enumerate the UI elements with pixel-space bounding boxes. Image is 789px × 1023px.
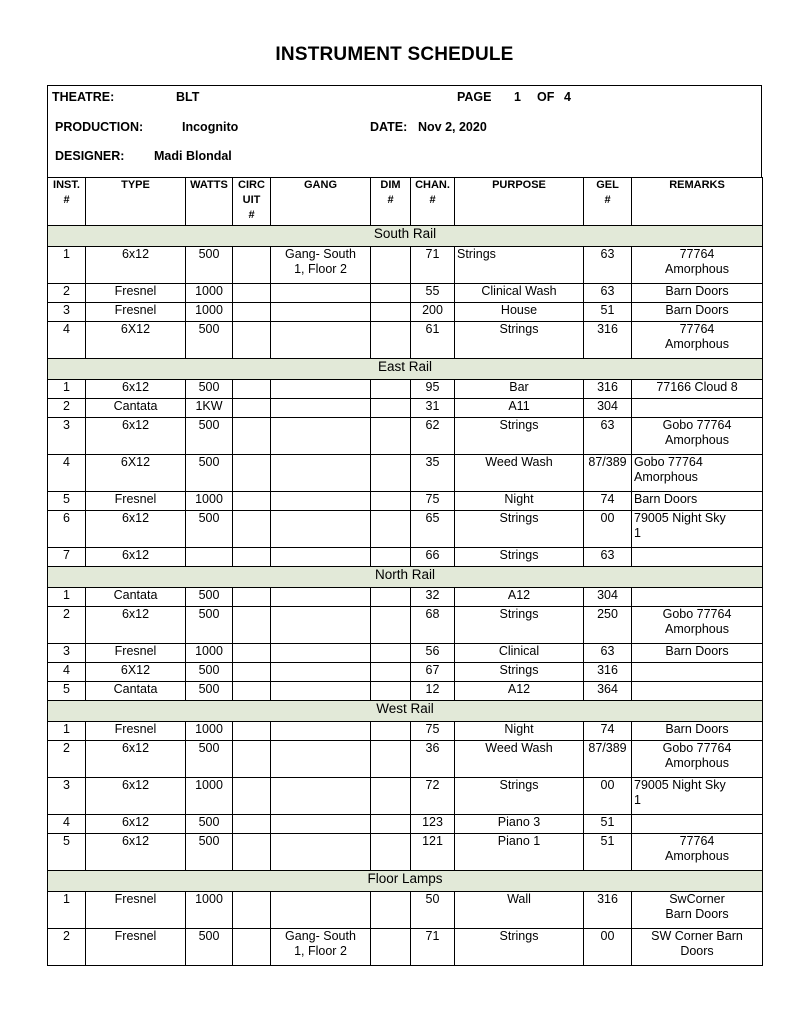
cell-circuit xyxy=(233,418,271,455)
cell-purpose: House xyxy=(455,303,584,322)
cell-remarks: Barn Doors xyxy=(632,644,763,663)
cell-remarks: Barn Doors xyxy=(632,284,763,303)
cell-channel: 71 xyxy=(411,929,455,966)
cell-circuit xyxy=(233,399,271,418)
date-value: Nov 2, 2020 xyxy=(418,120,487,134)
cell-type: Fresnel xyxy=(86,929,186,966)
cell-watts: 500 xyxy=(186,380,233,399)
cell-type: 6x12 xyxy=(86,247,186,284)
cell-circuit xyxy=(233,929,271,966)
table-row xyxy=(48,548,763,567)
cell-inst-number: 1 xyxy=(48,380,86,399)
cell-type: 6x12 xyxy=(86,815,186,834)
table-row xyxy=(48,511,763,548)
cell-gang xyxy=(271,284,371,303)
table-row xyxy=(48,492,763,511)
cell-type: Fresnel xyxy=(86,722,186,741)
cell-gel: 74 xyxy=(584,492,632,511)
cell-channel: 12 xyxy=(411,682,455,701)
header-info-block xyxy=(47,85,762,177)
cell-circuit xyxy=(233,644,271,663)
table-body xyxy=(48,226,763,966)
table-row xyxy=(48,722,763,741)
cell-gel: 63 xyxy=(584,644,632,663)
cell-inst-number: 5 xyxy=(48,682,86,701)
theatre-value: BLT xyxy=(176,90,200,104)
cell-gang xyxy=(271,548,371,567)
table-row xyxy=(48,741,763,778)
cell-purpose: Strings xyxy=(455,607,584,644)
cell-remarks xyxy=(632,663,763,682)
cell-inst-number: 1 xyxy=(48,247,86,284)
section-title: Floor Lamps xyxy=(48,871,763,892)
header-row-production xyxy=(48,120,761,149)
cell-circuit xyxy=(233,455,271,492)
cell-remarks: 77764 Amorphous xyxy=(632,247,763,284)
cell-circuit xyxy=(233,682,271,701)
cell-remarks: Gobo 77764 Amorphous xyxy=(632,418,763,455)
table-row xyxy=(48,399,763,418)
table-row xyxy=(48,778,763,815)
cell-channel: 36 xyxy=(411,741,455,778)
cell-dim xyxy=(371,303,411,322)
section-title: West Rail xyxy=(48,701,763,722)
cell-inst-number: 2 xyxy=(48,607,86,644)
section-title: North Rail xyxy=(48,567,763,588)
page-number: 1 xyxy=(514,90,521,104)
cell-circuit xyxy=(233,588,271,607)
cell-watts: 500 xyxy=(186,588,233,607)
cell-dim xyxy=(371,834,411,871)
cell-gel: 63 xyxy=(584,247,632,284)
cell-inst-number: 3 xyxy=(48,644,86,663)
cell-channel: 67 xyxy=(411,663,455,682)
cell-purpose: Strings xyxy=(455,929,584,966)
cell-dim xyxy=(371,247,411,284)
cell-dim xyxy=(371,663,411,682)
cell-circuit xyxy=(233,247,271,284)
column-header-circ: CIRC UIT # xyxy=(233,178,271,226)
cell-gang xyxy=(271,511,371,548)
cell-purpose: Piano 3 xyxy=(455,815,584,834)
cell-gang xyxy=(271,492,371,511)
cell-watts: 1000 xyxy=(186,303,233,322)
cell-gel: 00 xyxy=(584,929,632,966)
cell-channel: 31 xyxy=(411,399,455,418)
cell-dim xyxy=(371,548,411,567)
column-header-purpose: PURPOSE xyxy=(455,178,584,226)
cell-remarks: Gobo 77764 Amorphous xyxy=(632,455,763,492)
cell-purpose: Strings xyxy=(455,511,584,548)
cell-channel: 75 xyxy=(411,722,455,741)
cell-remarks xyxy=(632,815,763,834)
table-row xyxy=(48,607,763,644)
table-row xyxy=(48,644,763,663)
cell-dim xyxy=(371,722,411,741)
cell-type: Fresnel xyxy=(86,492,186,511)
cell-circuit xyxy=(233,380,271,399)
cell-dim xyxy=(371,929,411,966)
cell-gel: 304 xyxy=(584,399,632,418)
cell-dim xyxy=(371,492,411,511)
cell-inst-number: 4 xyxy=(48,663,86,682)
cell-gang xyxy=(271,399,371,418)
cell-gel: 87/389 xyxy=(584,741,632,778)
section-header-row xyxy=(48,701,763,722)
cell-gel: 316 xyxy=(584,663,632,682)
table-row xyxy=(48,418,763,455)
cell-inst-number: 7 xyxy=(48,548,86,567)
cell-purpose: Night xyxy=(455,722,584,741)
cell-watts: 1000 xyxy=(186,284,233,303)
cell-watts: 1000 xyxy=(186,892,233,929)
cell-circuit xyxy=(233,284,271,303)
cell-watts: 500 xyxy=(186,455,233,492)
cell-channel: 121 xyxy=(411,834,455,871)
cell-purpose: Bar xyxy=(455,380,584,399)
designer-label: DESIGNER: xyxy=(55,149,125,163)
cell-type: 6X12 xyxy=(86,663,186,682)
cell-circuit xyxy=(233,892,271,929)
cell-remarks: Barn Doors xyxy=(632,303,763,322)
cell-gang xyxy=(271,815,371,834)
column-header-gang: GANG xyxy=(271,178,371,226)
table-row xyxy=(48,892,763,929)
cell-circuit xyxy=(233,303,271,322)
cell-purpose: Strings xyxy=(455,322,584,359)
column-header-row xyxy=(48,178,763,226)
cell-type: Cantata xyxy=(86,588,186,607)
cell-inst-number: 2 xyxy=(48,284,86,303)
section-header-row xyxy=(48,871,763,892)
cell-circuit xyxy=(233,722,271,741)
table-row xyxy=(48,682,763,701)
table-row xyxy=(48,247,763,284)
cell-channel: 68 xyxy=(411,607,455,644)
cell-purpose: Strings xyxy=(455,247,584,284)
cell-inst-number: 3 xyxy=(48,303,86,322)
cell-dim xyxy=(371,607,411,644)
cell-inst-number: 1 xyxy=(48,588,86,607)
cell-dim xyxy=(371,511,411,548)
page-of-label: OF xyxy=(537,90,555,104)
cell-channel: 61 xyxy=(411,322,455,359)
header-row-designer xyxy=(48,149,761,178)
cell-purpose: Wall xyxy=(455,892,584,929)
cell-type: 6x12 xyxy=(86,380,186,399)
cell-dim xyxy=(371,284,411,303)
cell-gang xyxy=(271,892,371,929)
cell-watts xyxy=(186,548,233,567)
table-row xyxy=(48,663,763,682)
table-row xyxy=(48,815,763,834)
production-value: Incognito xyxy=(182,120,239,134)
cell-gang xyxy=(271,455,371,492)
cell-gel: 51 xyxy=(584,303,632,322)
cell-gang xyxy=(271,682,371,701)
cell-gel: 51 xyxy=(584,815,632,834)
cell-remarks: Barn Doors xyxy=(632,722,763,741)
cell-type: 6x12 xyxy=(86,511,186,548)
cell-purpose: Strings xyxy=(455,418,584,455)
page-label: PAGE xyxy=(457,90,492,104)
cell-watts: 500 xyxy=(186,663,233,682)
cell-circuit xyxy=(233,741,271,778)
cell-gang xyxy=(271,644,371,663)
cell-remarks: 79005 Night Sky 1 xyxy=(632,511,763,548)
cell-purpose: Strings xyxy=(455,778,584,815)
section-header-row xyxy=(48,359,763,380)
cell-dim xyxy=(371,588,411,607)
theatre-label: THEATRE: xyxy=(52,90,115,104)
cell-watts: 500 xyxy=(186,322,233,359)
cell-remarks xyxy=(632,682,763,701)
cell-inst-number: 4 xyxy=(48,322,86,359)
cell-type: 6x12 xyxy=(86,834,186,871)
cell-gang: Gang- South 1, Floor 2 xyxy=(271,929,371,966)
instrument-schedule-table xyxy=(47,177,763,966)
cell-dim xyxy=(371,644,411,663)
cell-gang xyxy=(271,380,371,399)
column-header-type: TYPE xyxy=(86,178,186,226)
cell-circuit xyxy=(233,815,271,834)
cell-channel: 66 xyxy=(411,548,455,567)
cell-gel: 87/389 xyxy=(584,455,632,492)
cell-gang xyxy=(271,778,371,815)
cell-inst-number: 3 xyxy=(48,418,86,455)
cell-purpose: Weed Wash xyxy=(455,741,584,778)
cell-inst-number: 1 xyxy=(48,892,86,929)
cell-channel: 75 xyxy=(411,492,455,511)
section-title: South Rail xyxy=(48,226,763,247)
cell-dim xyxy=(371,815,411,834)
cell-remarks xyxy=(632,548,763,567)
cell-gang xyxy=(271,741,371,778)
cell-watts: 500 xyxy=(186,815,233,834)
cell-gel: 00 xyxy=(584,778,632,815)
cell-type: 6x12 xyxy=(86,548,186,567)
cell-type: 6X12 xyxy=(86,455,186,492)
page-total: 4 xyxy=(564,90,571,104)
cell-remarks: 77764 Amorphous xyxy=(632,834,763,871)
cell-watts: 1000 xyxy=(186,644,233,663)
cell-channel: 50 xyxy=(411,892,455,929)
cell-gang xyxy=(271,607,371,644)
cell-gang xyxy=(271,663,371,682)
cell-circuit xyxy=(233,511,271,548)
header-row-theatre xyxy=(48,90,761,119)
cell-watts: 500 xyxy=(186,834,233,871)
cell-channel: 55 xyxy=(411,284,455,303)
cell-watts: 500 xyxy=(186,741,233,778)
cell-type: Fresnel xyxy=(86,892,186,929)
cell-purpose: Strings xyxy=(455,663,584,682)
cell-gel: 63 xyxy=(584,548,632,567)
cell-remarks xyxy=(632,399,763,418)
table-row xyxy=(48,929,763,966)
section-header-row xyxy=(48,226,763,247)
cell-purpose: Weed Wash xyxy=(455,455,584,492)
cell-dim xyxy=(371,322,411,359)
table-header xyxy=(48,178,763,226)
cell-gel: 250 xyxy=(584,607,632,644)
cell-purpose: Strings xyxy=(455,548,584,567)
cell-watts: 500 xyxy=(186,511,233,548)
table-row xyxy=(48,303,763,322)
cell-circuit xyxy=(233,834,271,871)
cell-purpose: A12 xyxy=(455,682,584,701)
cell-gel: 364 xyxy=(584,682,632,701)
cell-gel: 51 xyxy=(584,834,632,871)
cell-dim xyxy=(371,682,411,701)
cell-dim xyxy=(371,455,411,492)
cell-remarks: 79005 Night Sky 1 xyxy=(632,778,763,815)
table-row xyxy=(48,380,763,399)
cell-watts: 1000 xyxy=(186,778,233,815)
cell-gel: 63 xyxy=(584,284,632,303)
cell-dim xyxy=(371,399,411,418)
cell-watts: 500 xyxy=(186,929,233,966)
cell-type: Fresnel xyxy=(86,284,186,303)
cell-inst-number: 4 xyxy=(48,455,86,492)
cell-gang xyxy=(271,303,371,322)
cell-gang xyxy=(271,588,371,607)
cell-gel: 74 xyxy=(584,722,632,741)
column-header-remarks: REMARKS xyxy=(632,178,763,226)
table-row xyxy=(48,322,763,359)
production-label: PRODUCTION: xyxy=(55,120,144,134)
cell-type: 6x12 xyxy=(86,741,186,778)
cell-dim xyxy=(371,418,411,455)
cell-inst-number: 2 xyxy=(48,929,86,966)
cell-gang xyxy=(271,834,371,871)
cell-inst-number: 6 xyxy=(48,511,86,548)
cell-circuit xyxy=(233,492,271,511)
cell-watts: 1000 xyxy=(186,722,233,741)
cell-watts: 500 xyxy=(186,247,233,284)
cell-inst-number: 5 xyxy=(48,834,86,871)
cell-gel: 63 xyxy=(584,418,632,455)
cell-remarks: Gobo 77764 Amorphous xyxy=(632,607,763,644)
cell-inst-number: 3 xyxy=(48,778,86,815)
cell-gel: 316 xyxy=(584,380,632,399)
cell-circuit xyxy=(233,663,271,682)
cell-circuit xyxy=(233,778,271,815)
cell-purpose: Night xyxy=(455,492,584,511)
cell-type: Fresnel xyxy=(86,303,186,322)
cell-circuit xyxy=(233,322,271,359)
cell-remarks: 77764 Amorphous xyxy=(632,322,763,359)
cell-channel: 72 xyxy=(411,778,455,815)
cell-channel: 95 xyxy=(411,380,455,399)
cell-dim xyxy=(371,741,411,778)
cell-gel: 316 xyxy=(584,322,632,359)
cell-gel: 304 xyxy=(584,588,632,607)
cell-type: Cantata xyxy=(86,682,186,701)
column-header-gel: GEL # xyxy=(584,178,632,226)
cell-channel: 56 xyxy=(411,644,455,663)
cell-channel: 32 xyxy=(411,588,455,607)
table-row xyxy=(48,834,763,871)
cell-circuit xyxy=(233,607,271,644)
cell-type: 6x12 xyxy=(86,418,186,455)
cell-type: Fresnel xyxy=(86,644,186,663)
section-title: East Rail xyxy=(48,359,763,380)
cell-remarks xyxy=(632,588,763,607)
cell-channel: 123 xyxy=(411,815,455,834)
cell-gang: Gang- South 1, Floor 2 xyxy=(271,247,371,284)
cell-dim xyxy=(371,892,411,929)
page-title: INSTRUMENT SCHEDULE xyxy=(275,44,514,65)
cell-purpose: Clinical Wash xyxy=(455,284,584,303)
cell-inst-number: 1 xyxy=(48,722,86,741)
cell-type: Cantata xyxy=(86,399,186,418)
cell-gel: 00 xyxy=(584,511,632,548)
cell-remarks: Gobo 77764 Amorphous xyxy=(632,741,763,778)
cell-watts: 500 xyxy=(186,607,233,644)
cell-inst-number: 4 xyxy=(48,815,86,834)
cell-remarks: SW Corner Barn Doors xyxy=(632,929,763,966)
cell-channel: 200 xyxy=(411,303,455,322)
table-row xyxy=(48,284,763,303)
cell-gang xyxy=(271,418,371,455)
cell-gang xyxy=(271,722,371,741)
column-header-watts: WATTS xyxy=(186,178,233,226)
cell-dim xyxy=(371,778,411,815)
cell-type: 6X12 xyxy=(86,322,186,359)
cell-purpose: A12 xyxy=(455,588,584,607)
section-header-row xyxy=(48,567,763,588)
column-header-inst: INST. # xyxy=(48,178,86,226)
cell-inst-number: 2 xyxy=(48,399,86,418)
cell-channel: 71 xyxy=(411,247,455,284)
cell-type: 6x12 xyxy=(86,778,186,815)
cell-gang xyxy=(271,322,371,359)
cell-channel: 65 xyxy=(411,511,455,548)
table-row xyxy=(48,588,763,607)
cell-remarks: Barn Doors xyxy=(632,492,763,511)
cell-gel: 316 xyxy=(584,892,632,929)
cell-watts: 500 xyxy=(186,418,233,455)
cell-dim xyxy=(371,380,411,399)
cell-circuit xyxy=(233,548,271,567)
date-label: DATE: xyxy=(370,120,408,134)
cell-type: 6x12 xyxy=(86,607,186,644)
column-header-chan: CHAN. # xyxy=(411,178,455,226)
cell-purpose: Piano 1 xyxy=(455,834,584,871)
cell-channel: 35 xyxy=(411,455,455,492)
cell-remarks: 77166 Cloud 8 xyxy=(632,380,763,399)
cell-inst-number: 5 xyxy=(48,492,86,511)
table-row xyxy=(48,455,763,492)
cell-purpose: A11 xyxy=(455,399,584,418)
column-header-dim: DIM # xyxy=(371,178,411,226)
cell-watts: 1KW xyxy=(186,399,233,418)
cell-remarks: SwCorner Barn Doors xyxy=(632,892,763,929)
designer-value: Madi Blondal xyxy=(154,149,232,163)
cell-watts: 500 xyxy=(186,682,233,701)
schedule-sheet xyxy=(47,85,762,966)
cell-watts: 1000 xyxy=(186,492,233,511)
cell-inst-number: 2 xyxy=(48,741,86,778)
cell-purpose: Clinical xyxy=(455,644,584,663)
cell-channel: 62 xyxy=(411,418,455,455)
